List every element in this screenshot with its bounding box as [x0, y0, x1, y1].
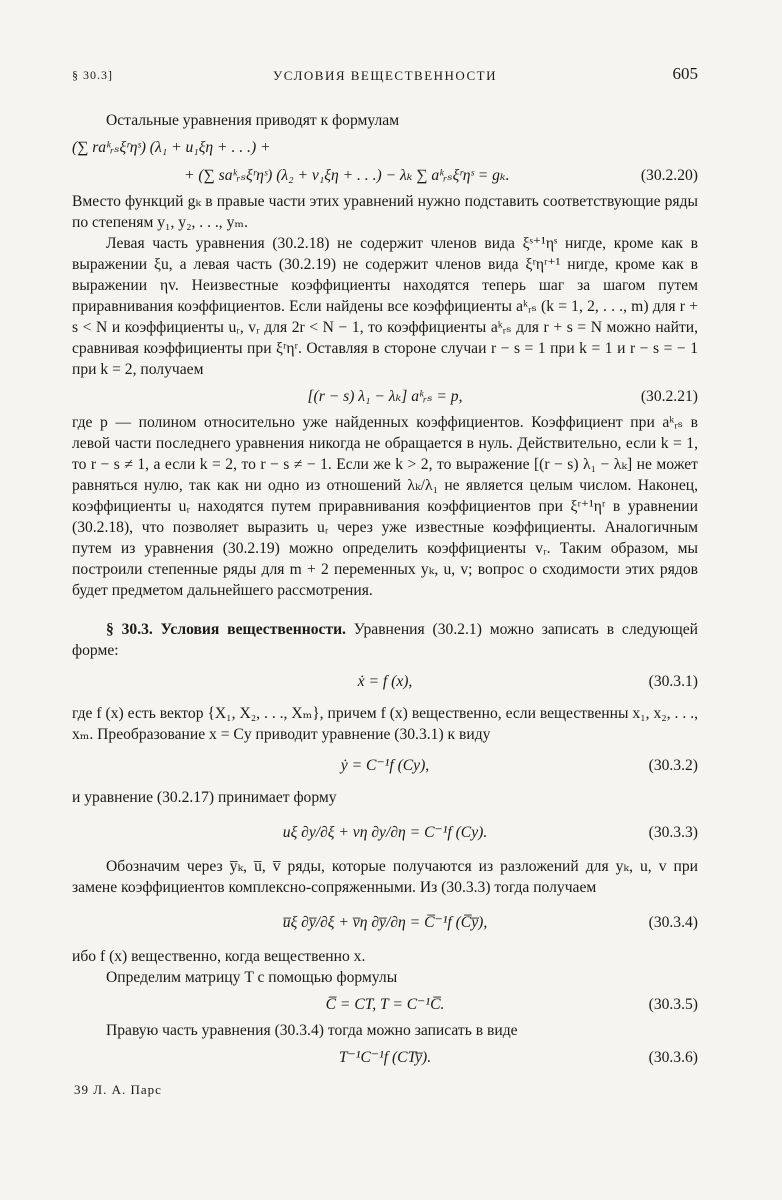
section-heading: § 30.3. Условия вещественности.	[106, 621, 346, 638]
equation-text: (∑ raᵏᵣₛξʳηˢ) (λ₁ + u₁ξη + . . .) +	[72, 139, 271, 156]
section-30-3-intro	[72, 619, 698, 661]
paragraph-3: Левая часть уравнения (30.2.18) не содержит членов вида ξˢ⁺¹ηˢ нигде, кроме как в выражении ξu, а левая часть (30.2.19) не содержит членов вида ξʳηʳ⁺¹ нигде, кроме как в выражении ηv. Неизвестные коэффициенты находятся теперь шаг за шагом путем приравнивания коэффициентов. Если найдены все коэффициенты aᵏᵣₛ (k = 1, 2, . . ., m) для r + s < N и коэффициенты uᵣ, vᵣ для 2r < N − 1, то коэффициенты aᵏᵣₛ для r + s = N можно найти, сравнивая коэффициенты при ξʳηʳ. Оставляя в стороне случаи r − s = 1 при k = 1 и r − s = − 1 при k = 2, получаем	[72, 235, 698, 378]
equation-text: [(r − s) λ₁ − λₖ] aᵏᵣₛ = p,	[307, 388, 463, 405]
equation-text: ẋ = f (x),	[357, 673, 413, 690]
equation-text: T⁻¹C⁻¹f (CTy̅).	[338, 1049, 432, 1066]
equation-30-3-1	[72, 665, 698, 699]
paragraph-2: Вместо функций gₖ в правые части этих уравнений нужно подставить соответствующие ряды по степеням y₁, y₂, . . ., yₘ.	[72, 193, 698, 231]
section-ref: § 30.3]	[72, 68, 113, 82]
paragraph-9: ибо f (x) вещественно, когда вещественно x.	[72, 948, 366, 965]
paragraph-4: где p — полином относительно уже найденных коэффициентов. Коэффициент при aᵏᵣₛ в левой части последнего уравнения никогда не обращается в нуль. Действительно, если k = 1, то r − s ≠ 1, а если k = 2, то r − s ≠ − 1. Если же k > 2, то выражение [(r − s) λ₁ − λₖ] не может равняться нулю, так как ни одно из отношений λₖ/λ₁ не является целым числом. Наконец, коэффициенты uᵣ находятся путем приравнивания коэффициентов при ξʳ⁺¹ηʳ в уравнении (30.2.18), что позволяет выразить uᵣ через уже известные коэффициенты. Аналогичным путем из уравнения (30.2.19) можно определить коэффициенты vᵣ. Таким образом, мы построили степенные ряды для m + 2 переменных yₖ, u, v; вопрос о сходимости этих рядов будет предметом дальнейшего рассмотрения.	[72, 414, 698, 599]
paragraph-10: Определим матрицу T с помощью формулы	[106, 969, 398, 986]
equation-30-2-20-line-1	[72, 135, 698, 159]
equation-30-2-20-line-2	[72, 163, 698, 187]
equation-number: (30.3.1)	[648, 673, 698, 690]
equation-text: C̅ = CT, T = C⁻¹C̅.	[325, 996, 445, 1013]
section-intro-text: Уравнения (30.2.1) можно записать в следующей форме:	[72, 621, 699, 659]
equation-text: uξ ∂y/∂ξ + vη ∂y/∂η = C⁻¹f (Cy).	[282, 824, 488, 841]
equation-number: (30.3.4)	[648, 914, 698, 931]
equation-number: (30.3.3)	[648, 824, 698, 841]
signature-mark: 39 Л. А. Парс	[74, 1082, 162, 1097]
equation-number: (30.2.21)	[640, 388, 698, 405]
paragraph-1: Остальные уравнения приводят к формулам	[106, 112, 400, 129]
equation-30-3-4	[72, 902, 698, 942]
paragraph-7: и уравнение (30.2.17) принимает форму	[72, 789, 337, 806]
equation-text: + (∑ saᵏᵣₛξʳηˢ) (λ₂ + v₁ξη + . . .) − λₖ ∑ aᵏᵣₛξʳηˢ = gₖ.	[184, 167, 510, 184]
equation-number: (30.3.2)	[648, 757, 698, 774]
section-gap	[72, 601, 698, 619]
paragraph-6: где f (x) есть вектор {X₁, X₂, . . ., Xₘ}, причем f (x) вещественно, если вещественны x₁, x₂, . . ., xₘ. Преобразование x = Cy приводит уравнение (30.3.1) к виду	[72, 705, 698, 743]
equation-number: (30.3.6)	[648, 1049, 698, 1066]
equation-number: (30.2.20)	[640, 167, 698, 184]
running-header	[72, 64, 698, 86]
equation-30-3-6	[72, 1045, 698, 1069]
page-body	[72, 110, 698, 1073]
equation-30-3-2	[72, 749, 698, 783]
equation-30-3-3	[72, 812, 698, 852]
page-number: 605	[672, 64, 698, 83]
equation-text: ẏ = C⁻¹f (Cy),	[340, 757, 430, 774]
equation-text: u̅ξ ∂y̅/∂ξ + v̅η ∂y̅/∂η = C̅⁻¹f (C̅y̅),	[282, 914, 488, 931]
paragraph-11: Правую часть уравнения (30.3.4) тогда можно записать в виде	[106, 1022, 518, 1039]
equation-30-3-5	[72, 992, 698, 1016]
equation-30-2-21	[72, 384, 698, 408]
paragraph-8: Обозначим через y̅ₖ, u̅, v̅ ряды, которые получаются из разложений для yₖ, u, v при замене коэффициентов комплексно-сопряженными. Из (30.3.3) тогда получаем	[72, 858, 698, 896]
equation-number: (30.3.5)	[648, 996, 698, 1013]
running-title: УСЛОВИЯ ВЕЩЕСТВЕННОСТИ	[273, 68, 497, 83]
